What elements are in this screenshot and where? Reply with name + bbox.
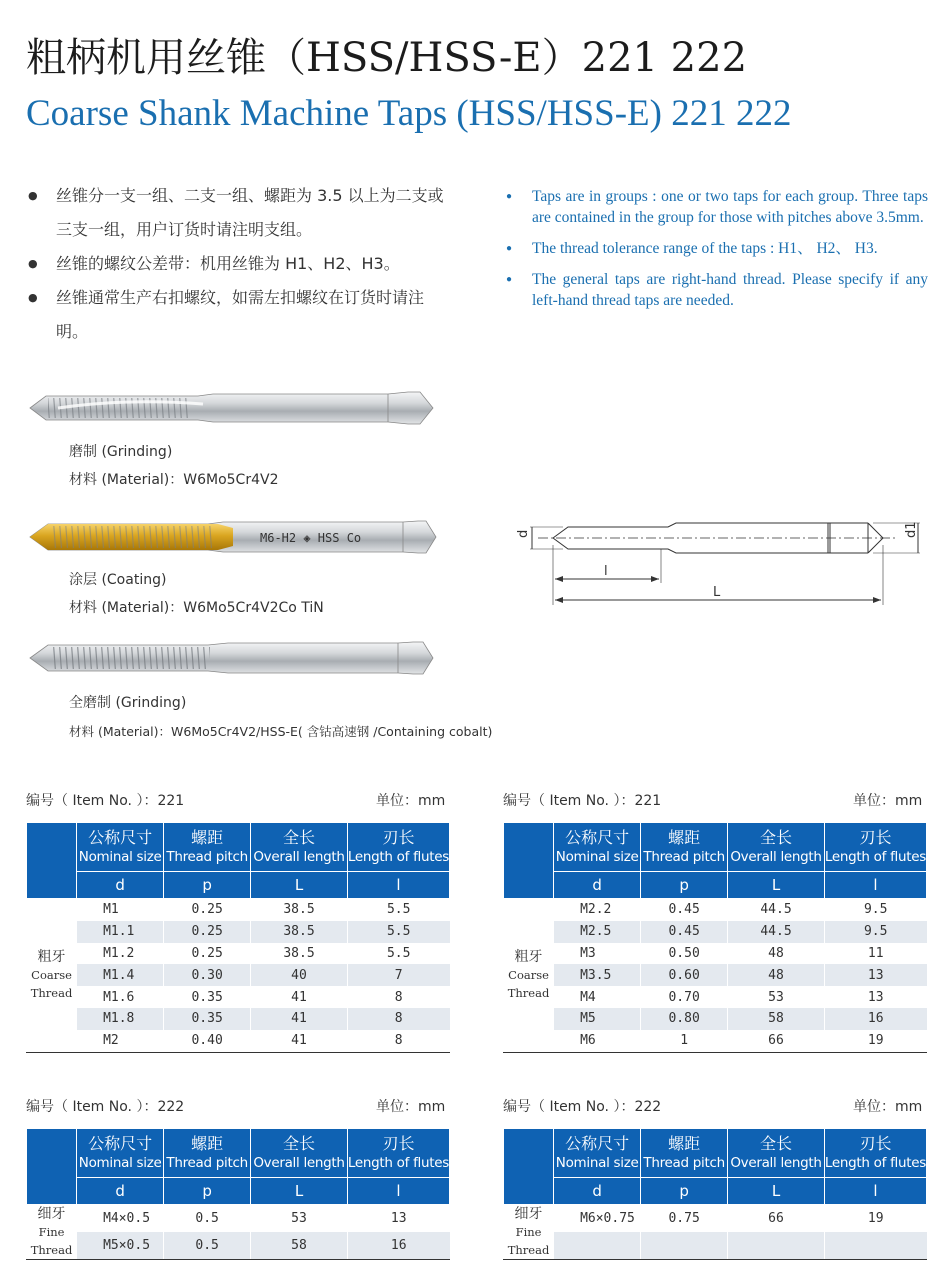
cell-nominal-size: M2.2 xyxy=(554,899,641,921)
cell-flute-length: 8 xyxy=(347,986,449,1008)
cell-overall-length: 41 xyxy=(251,1008,348,1030)
table-row xyxy=(504,1030,927,1052)
header-label-en: Nominal size xyxy=(78,1155,162,1171)
cell-overall-length: 44.5 xyxy=(728,921,825,943)
header-label-en: Thread pitch xyxy=(643,1155,725,1171)
cell-flute-length: 5.5 xyxy=(347,899,449,921)
page-title-cn: 粗柄机用丝锥（HSS/HSS-E）221 222 xyxy=(26,35,748,81)
cell-overall-length: 58 xyxy=(728,1008,825,1030)
table-row xyxy=(504,899,927,921)
header-nominal-size xyxy=(77,823,164,872)
header-label-cn: 公称尺寸 xyxy=(88,1134,153,1153)
cell-nominal-size: M2 xyxy=(77,1030,164,1052)
header-symbol: p xyxy=(164,872,251,899)
table-row xyxy=(27,943,450,965)
spec-table xyxy=(26,1128,450,1260)
header-label-en: Nominal size xyxy=(78,849,162,865)
thread-group-label xyxy=(27,1205,77,1260)
table-unit: 单位：mm xyxy=(376,793,446,809)
cell-overall-length: 44.5 xyxy=(728,899,825,921)
header-overall-length xyxy=(251,1129,348,1178)
group-label-en: Thread xyxy=(30,1243,73,1257)
cell-nominal-size: M1.6 xyxy=(77,986,164,1008)
cell-nominal-size: M5×0.5 xyxy=(77,1232,164,1260)
table-row xyxy=(27,1232,450,1260)
cell-overall-length: 38.5 xyxy=(251,921,348,943)
header-label-cn: 螺距 xyxy=(668,1134,701,1153)
cell-thread-pitch: 0.35 xyxy=(164,986,251,1008)
cell-thread-pitch: 0.5 xyxy=(164,1205,251,1233)
header-symbol: p xyxy=(164,1178,251,1205)
header-flute-length xyxy=(347,1129,449,1178)
header-label-en: Length of flutes xyxy=(824,1155,926,1171)
cell-thread-pitch: 0.25 xyxy=(164,899,251,921)
page-title-en: Coarse Shank Machine Taps (HSS/HSS-E) 221 222 xyxy=(26,93,792,134)
cell-thread-pitch xyxy=(641,1232,728,1260)
cell-nominal-size: M6×0.75 xyxy=(554,1205,641,1233)
header-thread-pitch xyxy=(164,823,251,872)
note-cn-item: ● 丝锥通常生产右扣螺纹，如需左扣螺纹在订货时请注明。 xyxy=(56,281,448,349)
table-row xyxy=(27,1008,450,1030)
note-en-item: ● Taps are in groups : one or two taps for each group. Three taps are contained in the group for those with pitches above 3.5mm. xyxy=(532,186,928,228)
header-label-en: Overall length xyxy=(253,1155,345,1171)
cell-flute-length: 13 xyxy=(347,1205,449,1233)
product-material-label: 材料 (Material)：W6Mo5Cr4V2Co TiN xyxy=(69,600,324,616)
cell-thread-pitch: 0.50 xyxy=(641,943,728,965)
tap-image-grinding xyxy=(28,388,438,428)
group-label-cn: 细牙 xyxy=(37,1206,66,1222)
cell-flute-length: 8 xyxy=(347,1008,449,1030)
dim-label-d1: d1 xyxy=(904,521,919,538)
tap-image-coating xyxy=(28,515,438,559)
dim-label-d: d xyxy=(516,529,531,538)
header-blank-cell xyxy=(27,1129,77,1205)
cell-nominal-size: M5 xyxy=(554,1008,641,1030)
header-label-en: Thread pitch xyxy=(166,849,248,865)
table-unit: 单位：mm xyxy=(853,1099,923,1115)
table-item-number: 编号（ Item No. ）：221 xyxy=(503,793,662,809)
header-flute-length xyxy=(347,823,449,872)
cell-thread-pitch: 0.80 xyxy=(641,1008,728,1030)
cell-overall-length: 66 xyxy=(728,1205,825,1233)
table-row xyxy=(504,943,927,965)
header-symbol: l xyxy=(824,872,926,899)
cell-nominal-size: M1.2 xyxy=(77,943,164,965)
header-label-en: Overall length xyxy=(730,1155,822,1171)
thread-group-label xyxy=(504,899,554,1053)
cell-overall-length xyxy=(728,1232,825,1260)
cell-flute-length: 16 xyxy=(824,1008,926,1030)
table-item-number: 编号（ Item No. ）：222 xyxy=(26,1099,185,1115)
spec-table xyxy=(26,822,450,1053)
cell-thread-pitch: 0.25 xyxy=(164,921,251,943)
product-material-label: 材料 (Material)：W6Mo5Cr4V2/HSS-E( 含钴高速钢 /Containing cobalt) xyxy=(69,724,493,739)
tap-dimension-diagram xyxy=(508,505,928,615)
header-nominal-size xyxy=(554,1129,641,1178)
cell-nominal-size: M1.4 xyxy=(77,964,164,986)
product-material-label: 材料 (Material)：W6Mo5Cr4V2 xyxy=(69,472,279,488)
header-label-cn: 全长 xyxy=(282,828,315,847)
product-process-label: 涂层 (Coating) xyxy=(69,572,167,588)
header-label-en: Thread pitch xyxy=(643,849,725,865)
table-row xyxy=(504,1205,927,1233)
product-process-label: 全磨制 (Grinding) xyxy=(69,695,187,711)
header-symbol: d xyxy=(554,1178,641,1205)
table-row xyxy=(504,964,927,986)
cell-thread-pitch: 0.30 xyxy=(164,964,251,986)
cell-flute-length: 8 xyxy=(347,1030,449,1052)
cell-nominal-size: M3 xyxy=(554,943,641,965)
header-symbol: d xyxy=(77,1178,164,1205)
tap-image-full-grinding xyxy=(28,638,438,678)
cell-thread-pitch: 0.45 xyxy=(641,921,728,943)
cell-overall-length: 41 xyxy=(251,1030,348,1052)
header-symbol: l xyxy=(347,872,449,899)
header-overall-length xyxy=(251,823,348,872)
cell-nominal-size: M4×0.5 xyxy=(77,1205,164,1233)
header-label-cn: 螺距 xyxy=(668,828,701,847)
cell-nominal-size: M1.8 xyxy=(77,1008,164,1030)
cell-flute-length: 16 xyxy=(347,1232,449,1260)
table-item-number: 编号（ Item No. ）：222 xyxy=(503,1099,662,1115)
cell-nominal-size: M4 xyxy=(554,986,641,1008)
header-overall-length xyxy=(728,1129,825,1178)
note-en-item: ● The thread tolerance range of the taps : H1、 H2、 H3. xyxy=(532,238,928,259)
cell-overall-length: 53 xyxy=(251,1205,348,1233)
cell-thread-pitch: 0.70 xyxy=(641,986,728,1008)
header-symbol: L xyxy=(251,872,348,899)
cell-overall-length: 38.5 xyxy=(251,899,348,921)
note-en-item: ● The general taps are right-hand thread. Please specify if any left-hand thread taps are needed. xyxy=(532,269,928,311)
group-label-en: Fine xyxy=(38,1225,65,1239)
cell-flute-length xyxy=(824,1232,926,1260)
group-label-en: Coarse xyxy=(508,968,549,983)
header-label-cn: 螺距 xyxy=(191,1134,224,1153)
table-row xyxy=(504,986,927,1008)
header-label-en: Length of flutes xyxy=(347,1155,449,1171)
cell-flute-length: 13 xyxy=(824,986,926,1008)
spec-table xyxy=(503,1128,927,1260)
dim-label-L: L xyxy=(713,585,721,600)
table-row xyxy=(504,921,927,943)
cell-thread-pitch: 0.5 xyxy=(164,1232,251,1260)
header-label-en: Nominal size xyxy=(555,849,639,865)
header-label-en: Overall length xyxy=(253,849,345,865)
cell-nominal-size: M1 xyxy=(77,899,164,921)
header-symbol: d xyxy=(77,872,164,899)
header-symbol: p xyxy=(641,1178,728,1205)
header-symbol: L xyxy=(728,1178,825,1205)
notes-cn-list xyxy=(56,179,448,349)
header-flute-length xyxy=(824,1129,926,1178)
header-label-en: Length of flutes xyxy=(347,849,449,865)
header-label-cn: 螺距 xyxy=(191,828,224,847)
cell-flute-length: 19 xyxy=(824,1205,926,1233)
header-label-cn: 刃长 xyxy=(382,1134,415,1153)
cell-nominal-size xyxy=(554,1232,641,1260)
table-item-number: 编号（ Item No. ）：221 xyxy=(26,793,185,809)
note-cn-item: ● 丝锥分一支一组、二支一组、螺距为 3.5 以上为二支或三支一组，用户订货时请注明支组。 xyxy=(56,179,448,247)
header-symbol: l xyxy=(824,1178,926,1205)
table-unit: 单位：mm xyxy=(853,793,923,809)
cell-overall-length: 48 xyxy=(728,943,825,965)
header-symbol: L xyxy=(251,1178,348,1205)
cell-nominal-size: M6 xyxy=(554,1030,641,1052)
header-label-cn: 公称尺寸 xyxy=(88,828,153,847)
header-blank-cell xyxy=(27,823,77,899)
header-flute-length xyxy=(824,823,926,872)
header-thread-pitch xyxy=(641,823,728,872)
cell-nominal-size: M3.5 xyxy=(554,964,641,986)
group-label-en: Coarse xyxy=(31,968,72,983)
table-row xyxy=(27,921,450,943)
header-symbol: l xyxy=(347,1178,449,1205)
table-row xyxy=(27,1030,450,1052)
header-label-cn: 全长 xyxy=(759,828,792,847)
cell-nominal-size: M2.5 xyxy=(554,921,641,943)
thread-group-label xyxy=(27,899,77,1053)
cell-flute-length: 13 xyxy=(824,964,926,986)
note-cn-item: ● 丝锥的螺纹公差带：机用丝锥为 H1、H2、H3。 xyxy=(56,247,448,281)
cell-thread-pitch: 0.25 xyxy=(164,943,251,965)
table-row xyxy=(504,1232,927,1260)
header-label-cn: 刃长 xyxy=(382,828,415,847)
cell-thread-pitch: 1 xyxy=(641,1030,728,1052)
cell-nominal-size: M1.1 xyxy=(77,921,164,943)
header-label-en: Overall length xyxy=(730,849,822,865)
header-symbol: L xyxy=(728,872,825,899)
header-label-en: Length of flutes xyxy=(824,849,926,865)
header-label-cn: 刃长 xyxy=(859,1134,892,1153)
header-overall-length xyxy=(728,823,825,872)
cell-flute-length: 19 xyxy=(824,1030,926,1052)
header-label-cn: 刃长 xyxy=(859,828,892,847)
group-label-cn: 粗牙 xyxy=(37,949,66,966)
group-label-en: Fine xyxy=(515,1225,542,1239)
notes-en-list xyxy=(532,186,928,321)
table-row xyxy=(27,1205,450,1233)
spec-table xyxy=(503,822,927,1053)
group-label-cn: 粗牙 xyxy=(514,949,543,966)
table-row xyxy=(27,899,450,921)
header-nominal-size xyxy=(554,823,641,872)
tap-marking: M6-H2 ◈ HSS Co xyxy=(260,531,362,545)
cell-flute-length: 5.5 xyxy=(347,921,449,943)
cell-flute-length: 9.5 xyxy=(824,921,926,943)
table-row xyxy=(27,986,450,1008)
cell-overall-length: 38.5 xyxy=(251,943,348,965)
header-nominal-size xyxy=(77,1129,164,1178)
header-label-cn: 公称尺寸 xyxy=(565,828,630,847)
cell-flute-length: 9.5 xyxy=(824,899,926,921)
table-row xyxy=(27,964,450,986)
header-label-en: Thread pitch xyxy=(166,1155,248,1171)
table-row xyxy=(504,1008,927,1030)
cell-flute-length: 11 xyxy=(824,943,926,965)
cell-overall-length: 58 xyxy=(251,1232,348,1260)
cell-thread-pitch: 0.45 xyxy=(641,899,728,921)
cell-thread-pitch: 0.35 xyxy=(164,1008,251,1030)
cell-flute-length: 7 xyxy=(347,964,449,986)
group-label-en: Thread xyxy=(507,986,550,1001)
cell-thread-pitch: 0.60 xyxy=(641,964,728,986)
group-label-en: Thread xyxy=(507,1243,550,1257)
cell-overall-length: 66 xyxy=(728,1030,825,1052)
header-label-cn: 公称尺寸 xyxy=(565,1134,630,1153)
group-label-cn: 细牙 xyxy=(514,1206,543,1222)
header-label-cn: 全长 xyxy=(759,1134,792,1153)
cell-overall-length: 53 xyxy=(728,986,825,1008)
header-thread-pitch xyxy=(164,1129,251,1178)
cell-thread-pitch: 0.75 xyxy=(641,1205,728,1233)
cell-overall-length: 41 xyxy=(251,986,348,1008)
cell-overall-length: 40 xyxy=(251,964,348,986)
cell-thread-pitch: 0.40 xyxy=(164,1030,251,1052)
thread-group-label xyxy=(504,1205,554,1260)
header-blank-cell xyxy=(504,823,554,899)
product-process-label: 磨制 (Grinding) xyxy=(69,444,173,460)
header-label-en: Nominal size xyxy=(555,1155,639,1171)
cell-flute-length: 5.5 xyxy=(347,943,449,965)
header-label-cn: 全长 xyxy=(282,1134,315,1153)
cell-overall-length: 48 xyxy=(728,964,825,986)
header-symbol: p xyxy=(641,872,728,899)
header-blank-cell xyxy=(504,1129,554,1205)
table-unit: 单位：mm xyxy=(376,1099,446,1115)
dim-label-l: l xyxy=(604,564,608,579)
header-thread-pitch xyxy=(641,1129,728,1178)
group-label-en: Thread xyxy=(30,986,73,1001)
header-symbol: d xyxy=(554,872,641,899)
